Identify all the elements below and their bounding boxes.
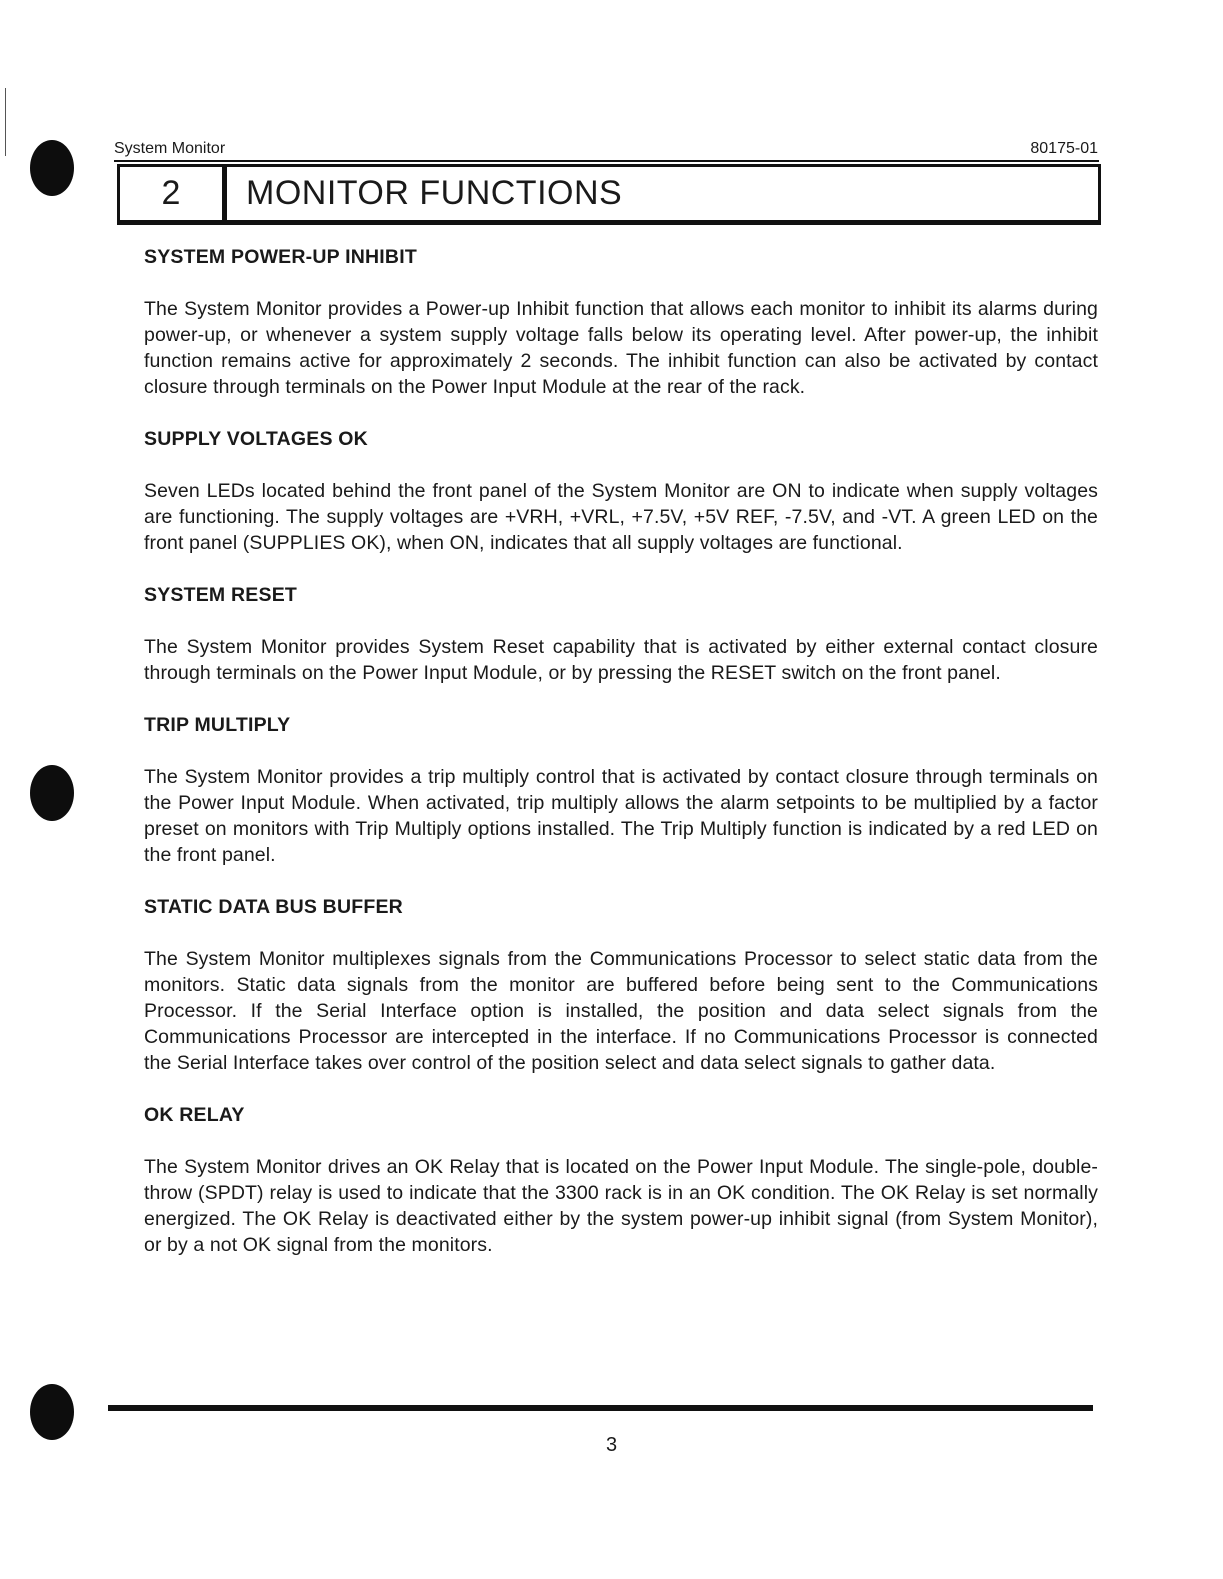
page-content: [144, 244, 1098, 1258]
section-supply-voltages-ok: [144, 426, 1098, 556]
header-document-name: System Monitor: [114, 140, 226, 157]
section-heading: SUPPLY VOLTAGES OK: [144, 428, 368, 450]
section-heading: STATIC DATA BUS BUFFER: [144, 896, 403, 918]
section-paragraph: The System Monitor provides a Power-up Inhibit function that allows each monitor to inhibit its alarms during power-up, or whenever a system supply voltage falls below its operating level. After power-up, the inhibit function remains active for approximately 2 seconds. The inhibit function can also be activated by contact closure through terminals on the Power Input Module at the rear of the rack.: [144, 298, 1098, 398]
section-power-up-inhibit: [144, 244, 1098, 400]
section-heading: SYSTEM RESET: [144, 584, 298, 606]
section-system-reset: [144, 582, 1098, 686]
chapter-title-box: [117, 164, 1101, 225]
section-heading: SYSTEM POWER-UP INHIBIT: [144, 246, 417, 268]
section-ok-relay: [144, 1102, 1098, 1258]
header-document-number: 80175-01: [1030, 140, 1098, 157]
section-trip-multiply: [144, 712, 1098, 868]
section-heading: TRIP MULTIPLY: [144, 714, 291, 736]
punch-hole-bottom: [30, 1384, 74, 1440]
footer-rule: [108, 1405, 1093, 1411]
chapter-title: MONITOR FUNCTIONS: [246, 174, 623, 212]
page-number: 3: [605, 1434, 618, 1456]
running-header: [114, 140, 1098, 160]
scan-margin-line: [5, 88, 6, 156]
section-paragraph: Seven LEDs located behind the front panel of the System Monitor are ON to indicate when supply voltages are functioning. The supply voltages are +VRH, +VRL, +7.5V, +5V REF, -7.5V, and -VT. A green LED on the front panel (SUPPLIES OK), when ON, indicates that all supply voltages are functional.: [144, 480, 1098, 554]
header-rule: [114, 160, 1099, 162]
punch-hole-top: [30, 140, 74, 196]
section-heading: OK RELAY: [144, 1104, 245, 1126]
section-static-data-bus-buffer: [144, 894, 1098, 1076]
section-paragraph: The System Monitor drives an OK Relay that is located on the Power Input Module. The single-pole, double-throw (SPDT) relay is used to indicate that the 3300 rack is in an OK condition. The OK Relay is set normally energized. The OK Relay is deactivated either by the system power-up inhibit signal (from System Monitor), or by a not OK signal from the monitors.: [144, 1156, 1098, 1256]
chapter-number: 2: [120, 167, 227, 220]
punch-hole-middle: [30, 765, 74, 821]
section-paragraph: The System Monitor provides System Reset capability that is activated by either external contact closure through terminals on the Power Input Module, or by pressing the RESET switch on the front panel.: [144, 636, 1098, 684]
section-paragraph: The System Monitor provides a trip multiply control that is activated by contact closure through terminals on the Power Input Module. When activated, trip multiply allows the alarm setpoints to be multiplied by a factor preset on monitors with Trip Multiply options installed. The Trip Multiply function is indicated by a red LED on the front panel.: [144, 766, 1098, 866]
section-paragraph: The System Monitor multiplexes signals from the Communications Processor to select static data from the monitors. Static data signals from the monitor are buffered before being sent to the Communications Processor. If the Serial Interface option is installed, the position and data select signals from the Communications Processor are intercepted in the interface. If no Communications Processor is connected the Serial Interface takes over control of the position select and data select signals to gather data.: [144, 948, 1098, 1074]
